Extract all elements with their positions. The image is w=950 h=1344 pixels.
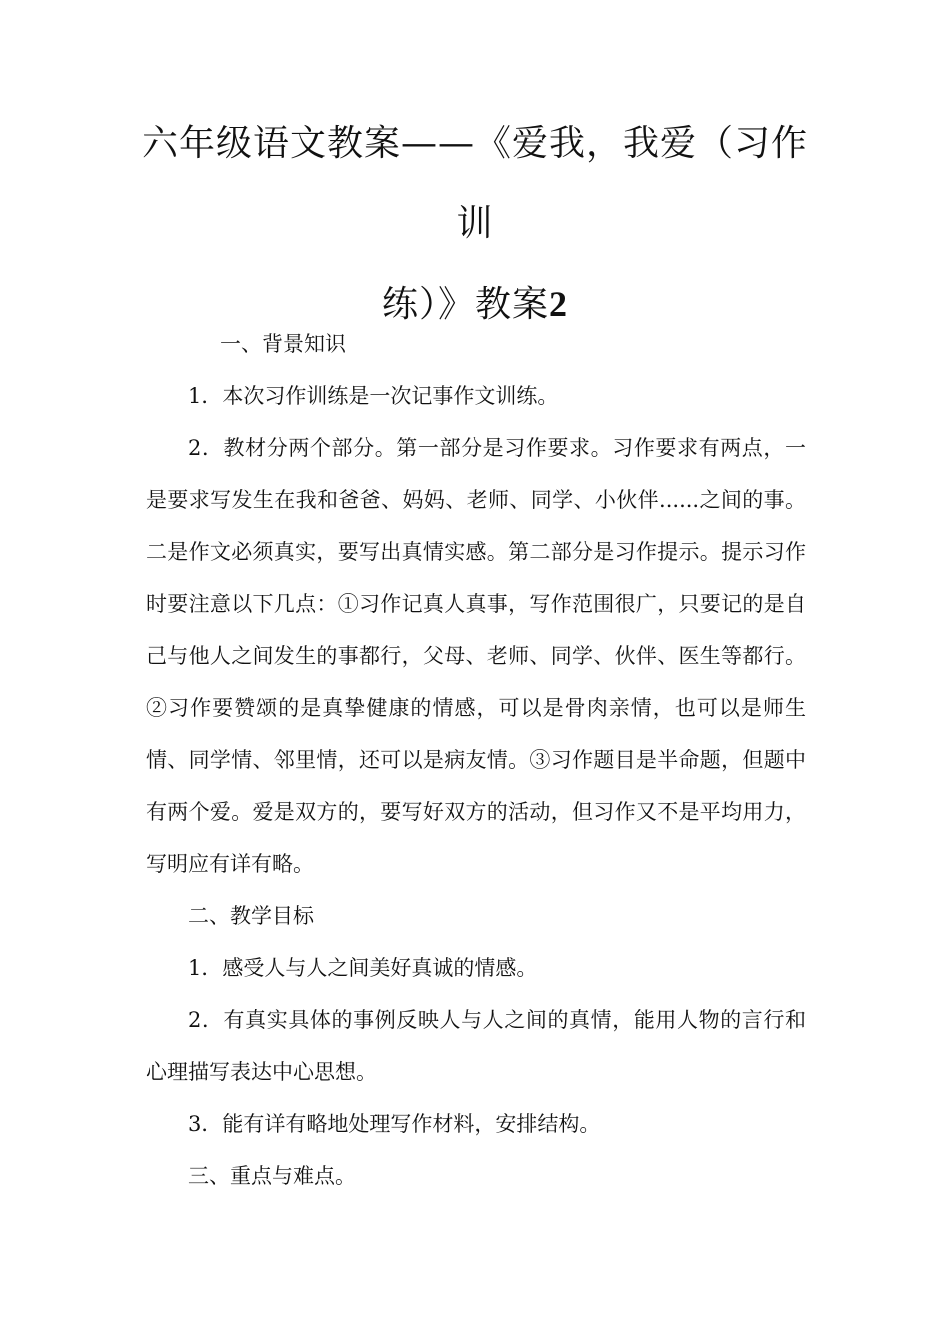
paragraph-goal-3: 3．能有详有略地处理写作材料，安排结构。 — [188, 1112, 601, 1136]
title-line-2: 练）》教案 — [381, 284, 549, 325]
section-heading-goals: 二、教学目标 — [188, 904, 314, 928]
document-body — [146, 318, 806, 1202]
paragraph-1: 1．本次习作训练是一次记事作文训练。 — [188, 384, 559, 408]
document-title — [140, 104, 810, 345]
title-number: 2 — [549, 284, 568, 324]
paragraph-goal-2: 2．有真实具体的事例反映人与人之间的真情，能用人物的言行和心理描写表达中心思想。 — [146, 1008, 806, 1084]
title-line-1: 六年级语文教案——《爱我，我爱（习作训 — [141, 123, 808, 244]
section-heading-background: 一、背景知识 — [220, 332, 346, 356]
paragraph-2: 2．教材分两个部分。第一部分是习作要求。习作要求有两点，一是要求写发生在我和爸爸、妈妈、老师、同学、小伙伴......之间的事。二是作文必须真实，要写出真情实感。第二部分是习作提示。提示习作时要注意以下几点：①习作记真人真事，写作范围很广，只要记的是自己与他人之间发生的事都行，父母、老师、同学、伙伴、医生等都行。②习作要赞颂的是真挚健康的情感，可以是骨肉亲情，也可以是师生情、同学情、邻里情，还可以是病友情。③习作题目是半命题，但题中有两个爱。爱是双方的，要写好双方的活动，但习作又不是平均用力，写明应有详有略。 — [146, 436, 806, 876]
section-heading-key-points: 三、重点与难点。 — [188, 1164, 356, 1188]
paragraph-goal-1: 1．感受人与人之间美好真诚的情感。 — [188, 956, 538, 980]
